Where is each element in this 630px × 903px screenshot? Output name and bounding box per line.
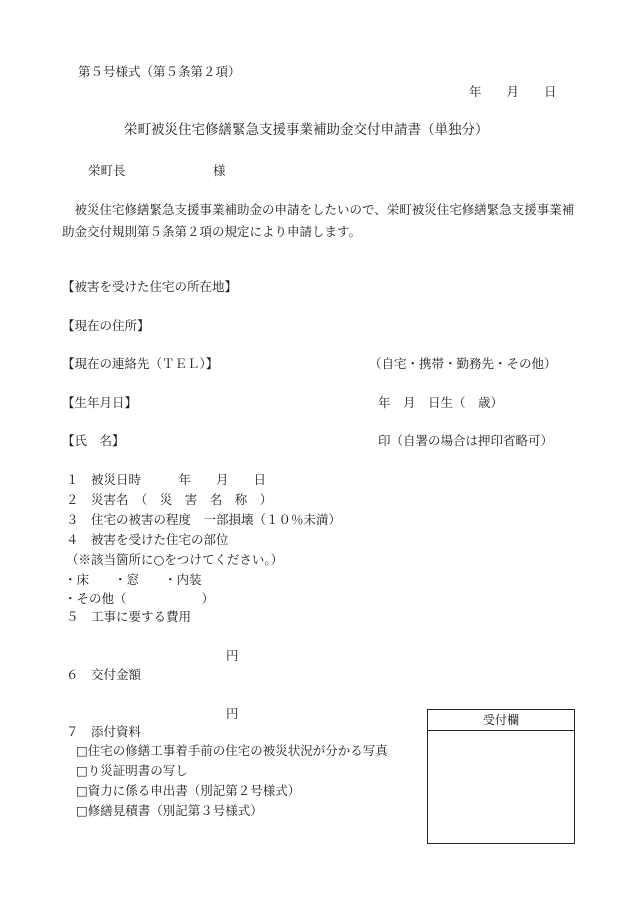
item-damaged-parts-note: （※該当箇所に○をつけてください。）	[66, 552, 284, 567]
yen-unit: 円	[226, 648, 239, 663]
field-name: 【氏 名】	[62, 433, 125, 448]
item-damaged-parts-options: ・床 ・窓 ・内装	[64, 572, 202, 587]
addressee: 栄町長 様	[88, 163, 226, 178]
item-attachments: ７ 添付資料	[66, 724, 142, 739]
form-number: 第５号様式（第５条第２項）	[78, 64, 241, 79]
field-contact: 【現在の連絡先（ＴＥＬ）】	[62, 356, 219, 371]
attachment-financial-statement: □資力に係る申出書（別記第２号様式）	[76, 783, 301, 798]
field-birthdate-suffix: 年 月 日生（ 歳）	[378, 395, 504, 410]
item-construction-cost: ５ 工事に要する費用	[66, 609, 192, 624]
attachment-photo: □住宅の修繕工事着手前の住宅の被災状況が分かる写真	[76, 743, 388, 758]
field-seal-note: 印（自署の場合は押印省略可）	[378, 433, 554, 448]
page-title: 栄町被災住宅修繕緊急支援事業補助金交付申請書（単独分）	[124, 122, 489, 138]
item-damaged-parts-other: ・その他（ ）	[64, 591, 215, 606]
attachment-repair-estimate: □修繕見積書（別記第３号様式）	[76, 803, 263, 818]
item-damage-level: ３ 住宅の被害の程度 一部損壊（１０％未満）	[66, 512, 342, 527]
reception-box	[427, 709, 575, 844]
yen-unit: 円	[226, 706, 239, 721]
item-grant-amount: ６ 交付金額	[66, 667, 142, 682]
attachment-disaster-certificate: □り災証明書の写し	[76, 763, 188, 778]
item-disaster-name: ２ 災害名 （ 災 害 名 称 ）	[66, 492, 273, 507]
item-damaged-parts: ４ 被害を受けた住宅の部位	[66, 532, 229, 547]
date-line: 年 月 日	[469, 84, 557, 99]
item-disaster-date: １ 被災日時 年 月 日	[66, 472, 267, 487]
reception-box-label: 受付欄	[428, 710, 574, 731]
field-current-address: 【現在の住所】	[62, 318, 150, 333]
intro-paragraph: 被災住宅修繕緊急支援事業補助金の申請をしたいので、栄町被災住宅修繕緊急支援事業補助金交付規則第５条第２項の規定により申請します。	[62, 202, 575, 239]
field-contact-options: （自宅・携帯・勤務先・その他）	[369, 356, 557, 371]
field-birthdate: 【生年月日】	[62, 395, 138, 410]
field-damaged-location: 【被害を受けた住宅の所在地】	[62, 279, 238, 294]
